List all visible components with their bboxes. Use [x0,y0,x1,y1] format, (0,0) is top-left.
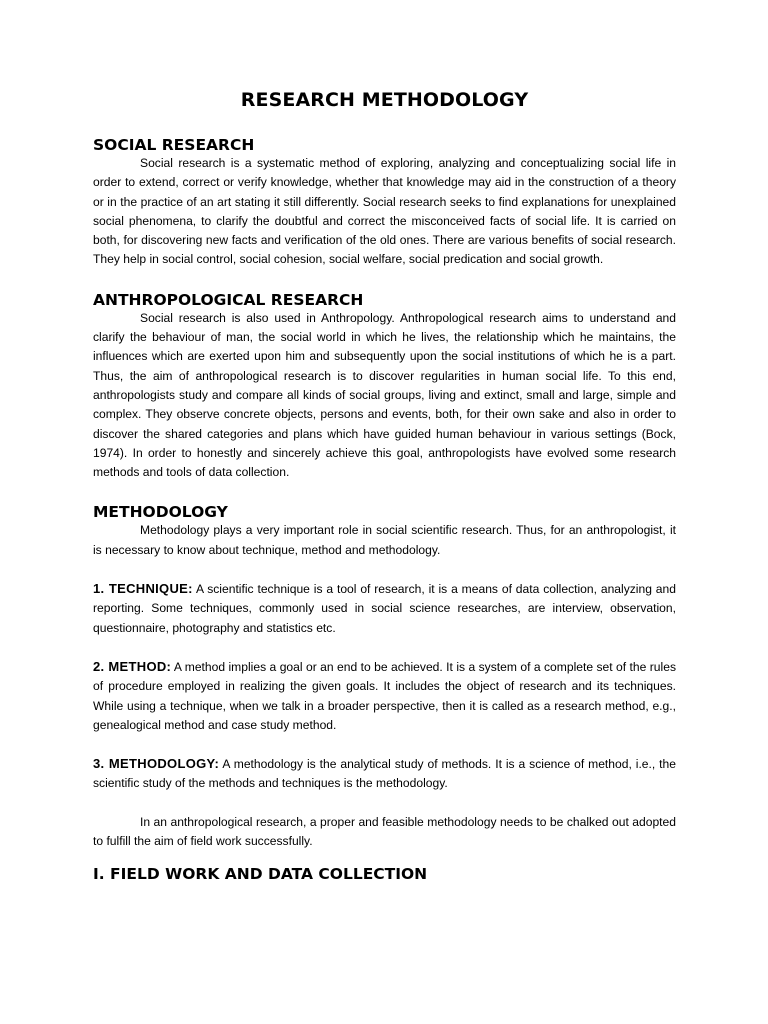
section-heading-anthropological-research: ANTHROPOLOGICAL RESEARCH [93,290,364,309]
method-paragraph [93,657,676,735]
section-heading-methodology: METHODOLOGY [93,503,228,522]
method-definition: A method implies a goal or an end to be achieved. It is a system of a complete set of the rules of procedure employed in realizing the given goals. It includes the object of research and its techniques. While using a technique, when we talk in a broader perspective, then it is called as a research method, e.g., genealogical method and case study method. [93,659,676,732]
section-heading-field-work: I. FIELD WORK AND DATA COLLECTION [93,865,428,884]
social-research-paragraph: Social research is a systematic method of exploring, analyzing and conceptualizing social life in order to extend, correct or verify knowledge, whether that knowledge may aid in the construction of a theory or in the practice of an art stating it still differently. Social research seeks to find explanations for unexplained social phenomena, to clarify the doubtful and correct the misconceived facts of social life. It is carried on both, for discovering new facts and verification of the old ones. There are various benefits of social research. They help in social control, social cohesion, social welfare, social predication and social growth. [93,156,676,267]
section-heading-social-research: SOCIAL RESEARCH [93,136,255,154]
closing-paragraph: In an anthropological research, a proper and feasible methodology needs to be chalked out adopted to fulfill the aim of field work successfully. [93,814,676,849]
anthropological-research-paragraph: Social research is also used in Anthropology. Anthropological research aims to understand and clarify the behaviour of man, the social world in which he lives, the relationship which he maintains, the influences which are exerted upon him and subsequently upon the social institutions of which he is a part. Thus, the aim of anthropological research is to discover regularities in human social life. To this end, anthropologists study and compare all kinds of social groups, living and extinct, small and large, simple and complex. They observe concrete objects, persons and events, both, for their own sake and also in order to discover the shared categories and plans which have guided human behaviour in various settings (Bock, 1974). In order to honestly and sincerely achieve this goal, anthropologists have evolved some research methods and tools of data collection. [93,310,676,480]
methodology-term: 3. METHODOLOGY: [93,756,220,772]
methodology-paragraph: Methodology plays a very important role in social scientific research. Thus, for an anthropologist, it is necessary to know about technique, method and methodology. [93,523,676,557]
technique-paragraph [93,579,676,638]
technique-definition: A scientific technique is a tool of research, it is a means of data collection, analyzing and reporting. Some techniques, commonly used in social science researches, are interview, observation, questionnaire, photography and statistics etc. [93,582,676,635]
document-title: RESEARCH METHODOLOGY [240,89,529,111]
methodology-definition: A methodology is the analytical study of methods. It is a science of method, i.e., the scientific study of the methods and techniques is the methodology. [93,757,676,791]
technique-term: 1. TECHNIQUE: [93,581,193,597]
methodology-definition-paragraph [93,754,676,794]
method-term: 2. METHOD: [93,658,172,674]
